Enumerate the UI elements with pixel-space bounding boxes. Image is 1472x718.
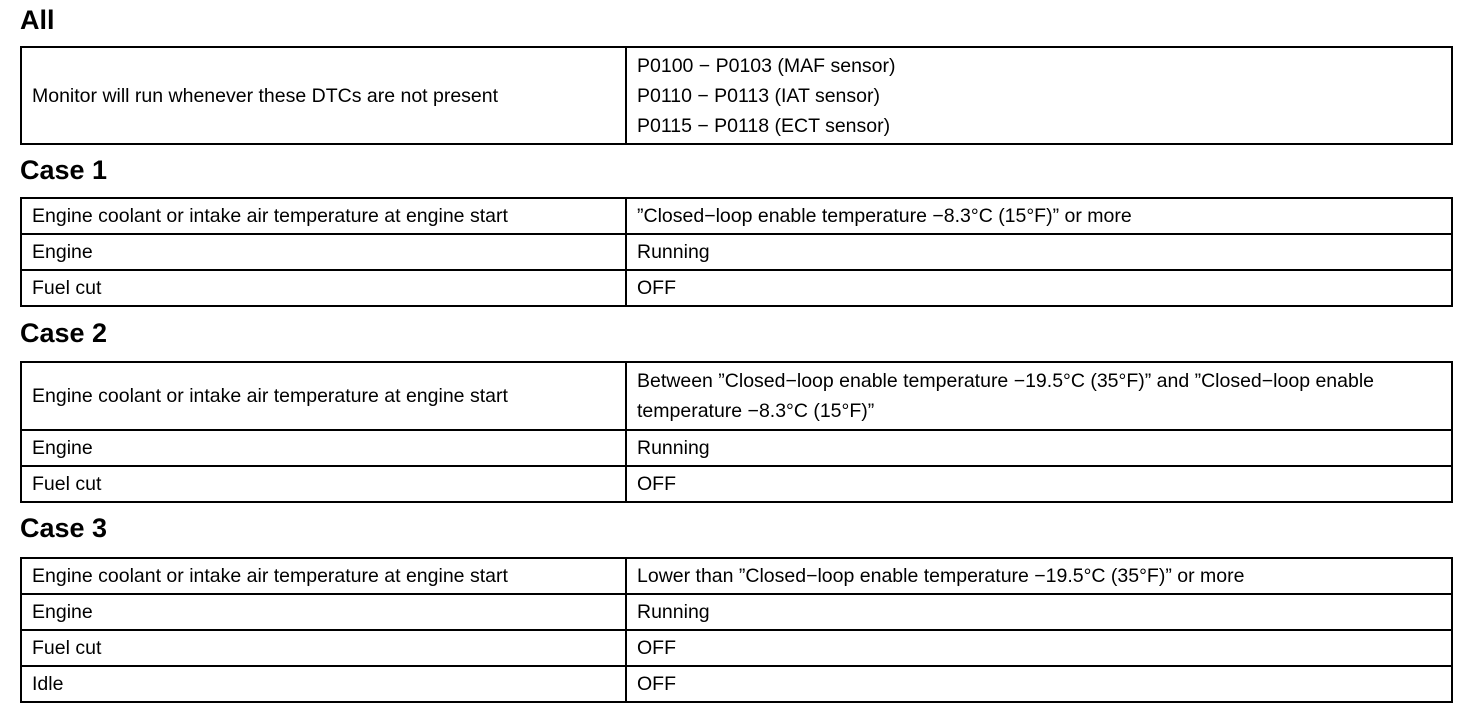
condition-label: Engine coolant or intake air temperature at engine start xyxy=(21,362,626,430)
table-case2 xyxy=(20,361,1453,503)
dtc-range-ect: P0115 − P0118 (ECT sensor) xyxy=(637,114,891,137)
condition-value: ”Closed−loop enable temperature −8.3°C (15°F)” or more xyxy=(626,198,1452,234)
section-heading-all: All xyxy=(20,5,55,35)
table-row xyxy=(21,630,1452,666)
condition-label: Fuel cut xyxy=(21,630,626,666)
condition-value: Running xyxy=(626,234,1452,270)
condition-value: OFF xyxy=(626,466,1452,502)
dtc-range-iat: P0110 − P0113 (IAT sensor) xyxy=(637,84,880,107)
condition-label: Idle xyxy=(21,666,626,702)
dtc-range-maf: P0100 − P0103 (MAF sensor) xyxy=(637,54,896,77)
table-row xyxy=(21,558,1452,594)
condition-value: OFF xyxy=(626,630,1452,666)
table-case3 xyxy=(20,557,1453,703)
condition-label: Fuel cut xyxy=(21,466,626,502)
condition-label: Monitor will run whenever these DTCs are not present xyxy=(21,47,626,144)
table-row xyxy=(21,666,1452,702)
table-row xyxy=(21,270,1452,306)
condition-value: OFF xyxy=(626,270,1452,306)
table-row xyxy=(21,466,1452,502)
condition-value: Lower than ”Closed−loop enable temperature −19.5°C (35°F)” or more xyxy=(626,558,1452,594)
condition-value: Between ”Closed−loop enable temperature −19.5°C (35°F)” and ”Closed−loop enable temperature −8.3°C (15°F)” xyxy=(626,362,1452,430)
table-row xyxy=(21,198,1452,234)
condition-label: Engine xyxy=(21,594,626,630)
condition-value: OFF xyxy=(626,666,1452,702)
condition-label: Engine coolant or intake air temperature at engine start xyxy=(21,198,626,234)
condition-value: Running xyxy=(626,430,1452,466)
section-heading-case3: Case 3 xyxy=(20,513,108,543)
condition-label: Engine coolant or intake air temperature at engine start xyxy=(21,558,626,594)
table-row xyxy=(21,47,1452,144)
condition-label: Fuel cut xyxy=(21,270,626,306)
table-all xyxy=(20,46,1453,145)
table-row xyxy=(21,234,1452,270)
table-row xyxy=(21,362,1452,430)
table-row xyxy=(21,430,1452,466)
section-heading-case1: Case 1 xyxy=(20,155,108,185)
condition-label: Engine xyxy=(21,430,626,466)
condition-value: Running xyxy=(626,594,1452,630)
section-heading-case2: Case 2 xyxy=(20,318,108,348)
condition-label: Engine xyxy=(21,234,626,270)
condition-value xyxy=(626,47,1452,144)
table-row xyxy=(21,594,1452,630)
table-case1 xyxy=(20,197,1453,307)
